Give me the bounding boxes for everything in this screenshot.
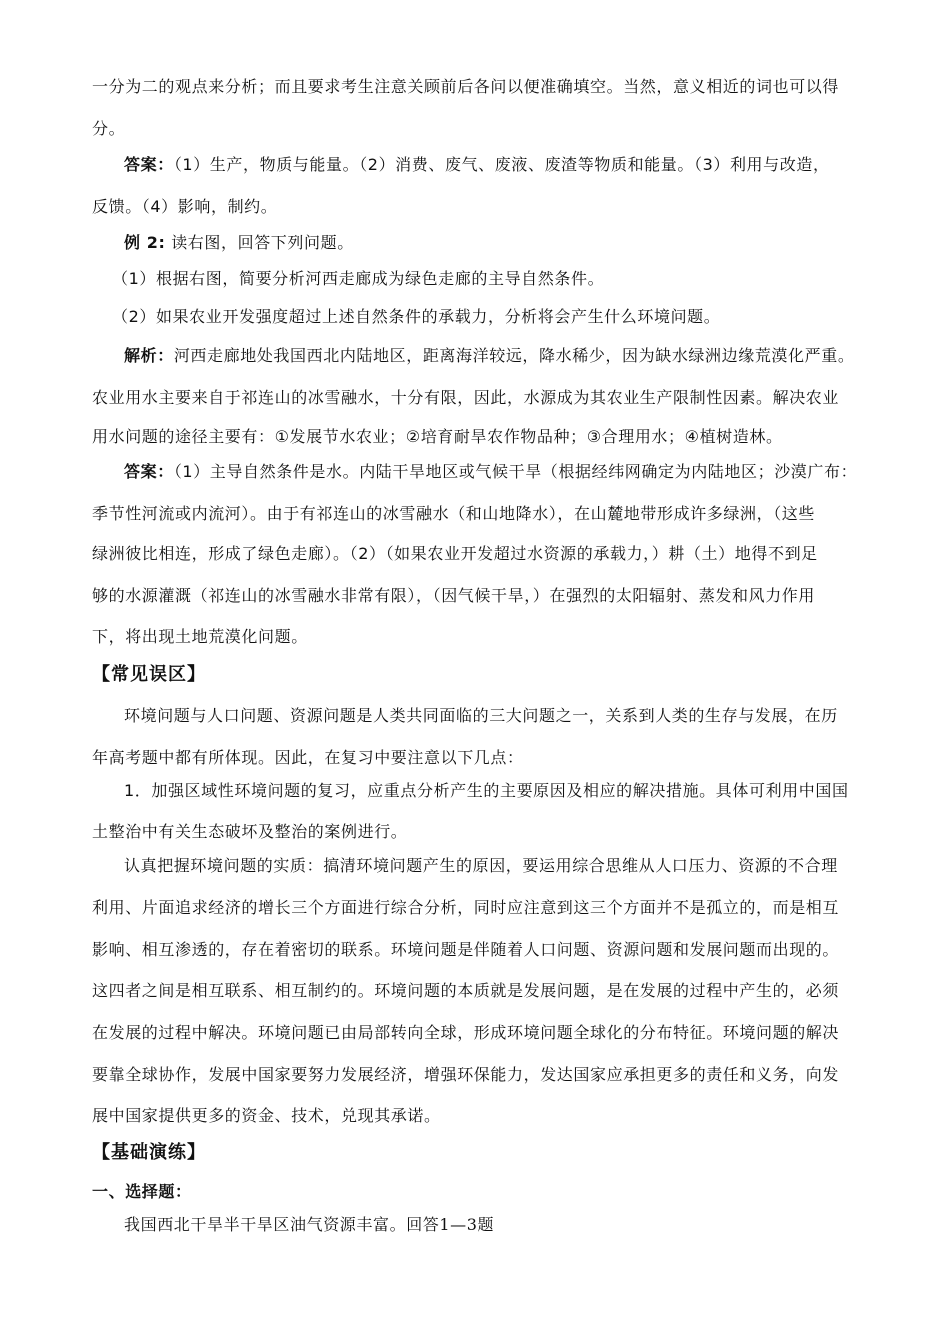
question-line: （1）根据右图，简要分析河西走廊成为绿色走廊的主导自然条件。 [112,269,605,288]
paragraph-line: 农业用水主要来自于祁连山的冰雪融水，十分有限，因此，水源成为其农业生产限制性因素。解决农业 [92,388,840,407]
paragraph-line: 季节性河流或内流河）。由于有祁连山的冰雪融水（和山地降水），在山麓地带形成许多绿洲，（这些 [92,504,816,523]
paragraph-line: 一分为二的观点来分析；而且要求考生注意关顾前后各问以便准确填空。当然，意义相近的词也可以得 [92,77,840,96]
answer-text: （1）生产，物质与能量。（2）消费、废气、废液、废渣等物质和能量。（3）利用与改造， [173,155,830,174]
paragraph-line: 展中国家提供更多的资金、技术，兑现其承诺。 [92,1106,441,1125]
paragraph-line: 年高考题中都有所体现。因此，在复习中要注意以下几点： [92,748,524,767]
example-heading [124,233,872,253]
paragraph-line: 影响、相互渗透的，存在着密切的联系。环境问题是伴随着人口问题、资源问题和发展问题而出现的。 [92,940,840,959]
answer-paragraph [124,462,872,482]
paragraph-line: 这四者之间是相互联系、相互制约的。环境问题的本质就是发展问题，是在发展的过程中产生的，必须 [92,981,840,1000]
paragraph-line: 环境问题与人口问题、资源问题是人类共同面临的三大问题之一，关系到人类的生存与发展，在历 [124,706,838,725]
answer-text: （1）主导自然条件是水。内陆干旱地区或气候干旱（根据经纬网确定为内陆地区；沙漠广布： [173,462,858,481]
section-heading-misconceptions: 【常见误区】 [92,664,206,685]
question-intro: 我国西北干旱半干旱区油气资源丰富。回答1—3题 [124,1215,495,1234]
paragraph-line: 1．加强区域性环境问题的复习，应重点分析产生的主要原因及相应的解决措施。具体可利用中国国 [124,781,849,800]
paragraph-line: 在发展的过程中解决。环境问题已由局部转向全球，形成环境问题全球化的分布特征。环境问题的解决 [92,1023,840,1042]
paragraph-line: 分。 [92,119,126,138]
paragraph-line: 反馈。（4）影响，制约。 [92,197,278,216]
answer-label: 答案： [124,462,174,481]
example-label: 例 2: [124,233,166,252]
paragraph-line: 下，将出现土地荒漠化问题。 [92,627,308,646]
analysis-label: 解析： [124,346,174,365]
paragraph-line: 要靠全球协作，发展中国家要努力发展经济，增强环保能力，发达国家应承担更多的责任和义务，向发 [92,1065,840,1084]
answer-label: 答案： [124,155,174,174]
section-heading-practice: 【基础演练】 [92,1142,206,1163]
paragraph-line: 认真把握环境问题的实质：搞清环境问题产生的原因，要运用综合思维从人口压力、资源的不合理 [124,856,838,875]
paragraph-line: 利用、片面追求经济的增长三个方面进行综合分析，同时应注意到这三个方面并不是孤立的，而是相互 [92,898,840,917]
answer-paragraph [124,155,872,175]
paragraph-line: 用水问题的途径主要有：①发展节水农业；②培育耐旱农作物品种；③合理用水；④植树造林。 [92,427,783,446]
paragraph-line: 土整治中有关生态破坏及整治的案例进行。 [92,822,408,841]
analysis-text: 河西走廊地处我国西北内陆地区，距离海洋较远，降水稀少，因为缺水绿洲边缘荒漠化严重。 [173,346,855,365]
example-prompt: 读右图，回答下列问题。 [171,233,354,252]
paragraph-line: 绿洲彼比相连，形成了绿色走廊）。（2）（如果农业开发超过水资源的承载力，）耕（土）地得不到足 [92,544,818,563]
question-type-label: 一、选择题： [92,1182,192,1201]
question-line: （2）如果农业开发强度超过上述自然条件的承载力，分析将会产生什么环境问题。 [112,307,721,326]
analysis-paragraph [124,346,872,366]
paragraph-line: 够的水源灌溉（祁连山的冰雪融水非常有限），（因气候干旱，）在强烈的太阳辐射、蒸发和风力作用 [92,586,816,605]
